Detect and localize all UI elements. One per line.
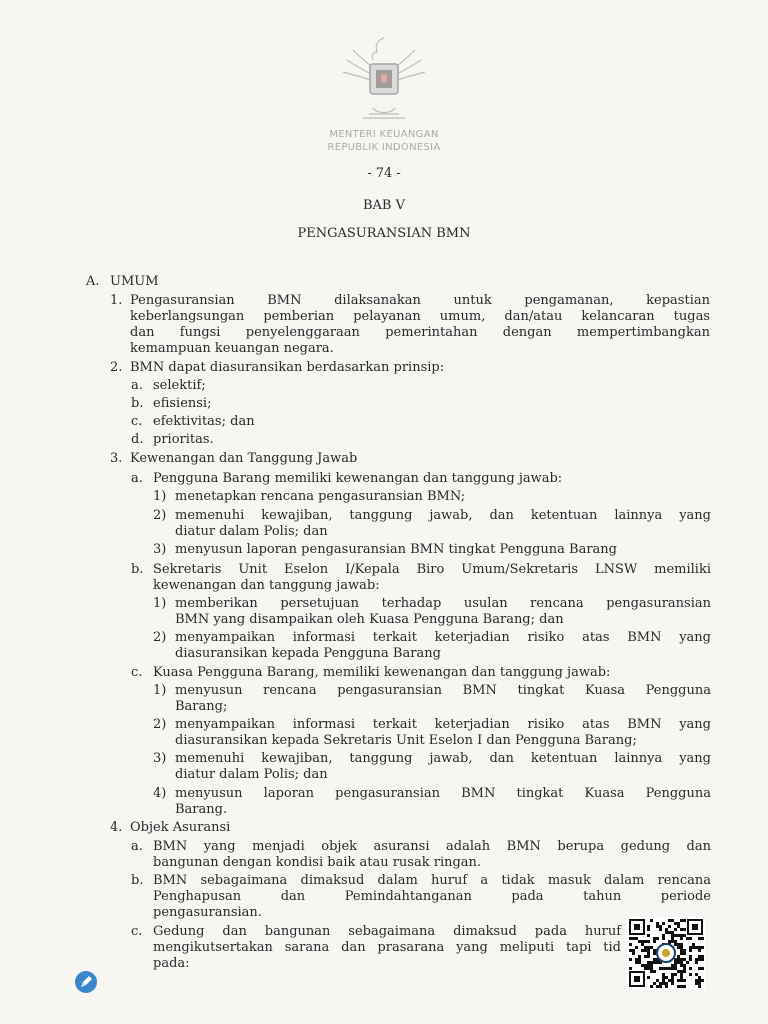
chapter-title: PENGASURANSIAN BMN <box>297 226 471 241</box>
text-line: mengikutsertakan sarana dan prasarana yang meliputi tapi tid <box>153 940 621 955</box>
text-line: bangunan dengan kondisi baik atau rusak ringan. <box>153 855 482 870</box>
ministry-line-2: REPUBLIK INDONESIA <box>327 142 441 153</box>
text-line: pada: <box>153 956 190 971</box>
list-item: 1) menyusun rencana pengasuransian BMN tingkat Kuasa Pengguna <box>153 683 711 698</box>
list-item: d. prioritas. <box>131 432 214 447</box>
ministry-line-1: MENTERI KEUANGAN <box>329 129 439 140</box>
list-item: 2. BMN dapat diasuransikan berdasarkan prinsip: <box>110 360 445 375</box>
list-item: b. efisiensi; <box>131 396 212 411</box>
list-item: 2) menyampaikan informasi terkait keterjadian risiko atas BMN yang <box>153 630 711 645</box>
text-line: keberlangsungan pemberian pelayanan umum, dan/atau kelancaran tugas <box>130 309 710 324</box>
list-item: 3) memenuhi kewajiban, tanggung jawab, dan ketentuan lainnya yang <box>153 751 711 766</box>
list-item: a. Pengguna Barang memiliki kewenangan dan tanggung jawab: <box>131 471 563 486</box>
text-line: kemampuan keuangan negara. <box>130 341 334 356</box>
list-item: 1. Pengasuransian BMN dilaksanakan untuk pengamanan, kepastian <box>110 293 710 308</box>
list-item: 3) menyusun laporan pengasuransian BMN tingkat Pengguna Barang <box>153 542 618 557</box>
list-item: 4) menyusun laporan pengasuransian BMN tingkat Kuasa Pengguna <box>153 786 711 801</box>
text-line: pengasuransian. <box>153 905 262 920</box>
text-line: diatur dalam Polis; dan <box>175 524 328 539</box>
text-line: kewenangan dan tanggung jawab: <box>153 578 380 593</box>
list-item: 1) memberikan persetujuan terhadap usulan rencana pengasuransian <box>153 596 711 611</box>
list-item: c. efektivitas; dan <box>131 414 255 429</box>
text-line: diasuransikan kepada Sekretaris Unit Eselon I dan Pengguna Barang; <box>175 733 637 748</box>
text-line: BMN yang disampaikan oleh Kuasa Pengguna Barang; dan <box>175 612 564 627</box>
list-item: c. Kuasa Pengguna Barang, memiliki kewenangan dan tanggung jawab: <box>131 665 611 680</box>
text-line: diatur dalam Polis; dan <box>175 767 328 782</box>
list-item: 3. Kewenangan dan Tanggung Jawab <box>110 451 358 466</box>
text-line: dan fungsi penyelenggaraan pemerintahan dengan mempertimbangkan <box>130 325 710 340</box>
text-line: Barang. <box>175 802 228 817</box>
list-item: 1) menetapkan rencana pengasuransian BMN; <box>153 489 466 504</box>
text-line: Barang; <box>175 699 228 714</box>
list-item: b. Sekretaris Unit Eselon I/Kepala Biro Umum/Sekretaris LNSW memiliki <box>131 562 711 577</box>
garuda-emblem-icon <box>333 30 435 126</box>
list-item: c. Gedung dan bangunan sebagaimana dimaksud pada huruf <box>131 924 621 939</box>
text-line: diasuransikan kepada Pengguna Barang <box>175 646 441 661</box>
text-line: Penghapusan dan Pemindahtanganan pada tahun periode <box>153 889 711 904</box>
list-item: 2) memenuhi kewajiban, tanggung jawab, dan ketentuan lainnya yang <box>153 508 711 523</box>
list-item: b. BMN sebagaimana dimaksud dalam huruf a tidak masuk dalam rencana <box>131 873 711 888</box>
list-item: a. BMN yang menjadi objek asuransi adalah BMN berupa gedung dan <box>131 839 711 854</box>
section-heading: A. UMUM <box>86 274 159 289</box>
list-item: 2) menyampaikan informasi terkait keterjadian risiko atas BMN yang <box>153 717 711 732</box>
list-item: 4. Objek Asuransi <box>110 820 231 835</box>
list-item: a. selektif; <box>131 378 206 393</box>
page-number: - 74 - <box>367 166 401 181</box>
pen-icon <box>74 970 98 994</box>
qr-code-icon <box>627 917 705 989</box>
chapter-heading: BAB V <box>362 198 405 213</box>
